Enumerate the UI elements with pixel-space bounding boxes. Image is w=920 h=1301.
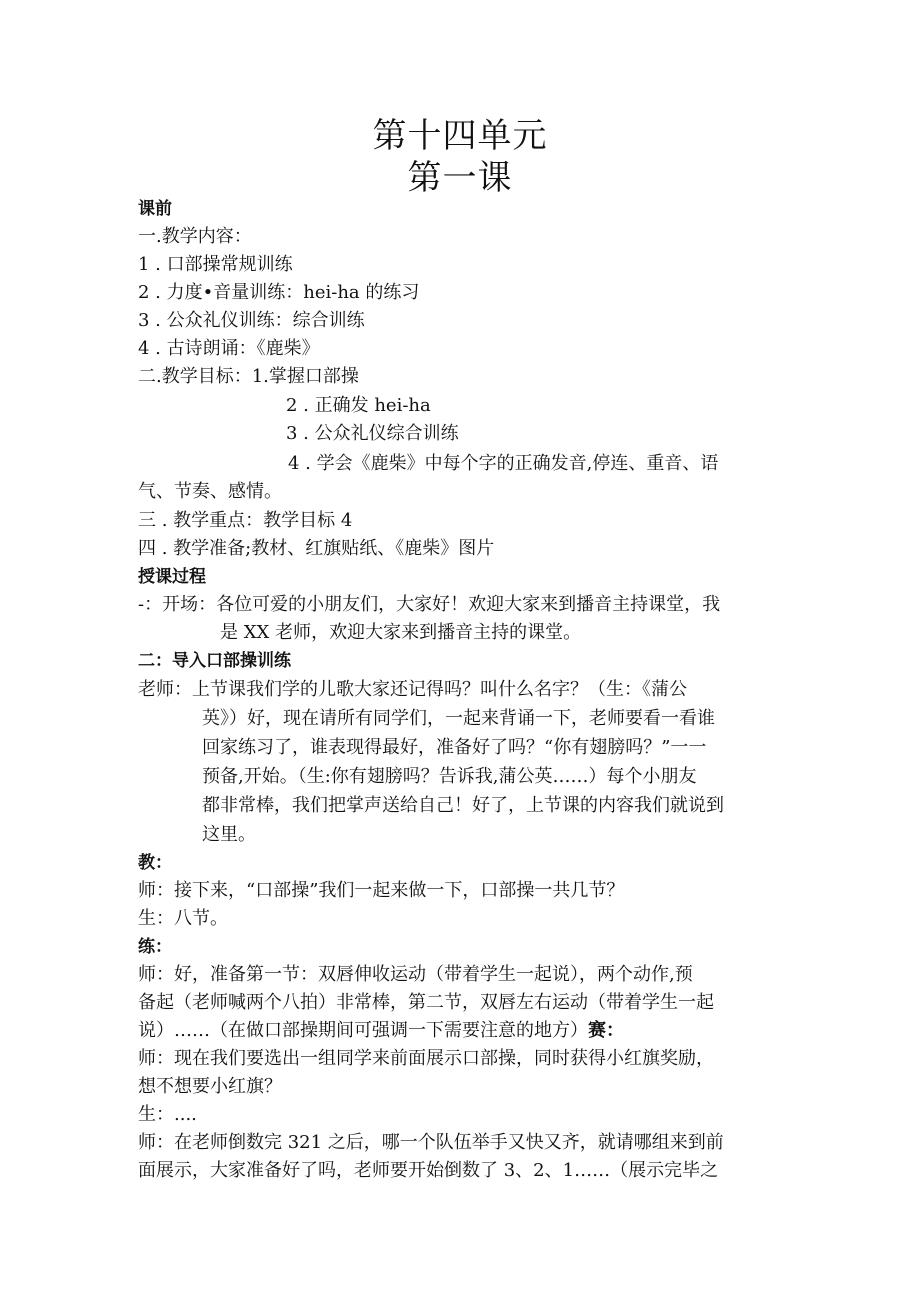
dialogue-line: 师：在老师倒数完 321 之后，哪一个队伍举手又快又齐，就请哪组来到前 xyxy=(138,1132,724,1153)
dialogue-line: 说）……（在做口部操期间可强调一下需要注意的地方） xyxy=(138,1020,588,1041)
dialogue-line: 想不想要小红旗？ xyxy=(138,1076,282,1097)
content-item: 1 . 口部操常规训练 xyxy=(138,254,293,275)
goals-heading: 二.教学目标：1.掌握口部操 xyxy=(138,366,359,387)
section-heading-before-class: 课前 xyxy=(138,199,172,219)
unit-title: 第十四单元 xyxy=(372,116,548,156)
goal-item: 4 . 学会《鹿柴》中每个字的正确发音,停连、重音、语 xyxy=(288,453,719,474)
dialogue-line: 师：接下来，“口部操”我们一起来做一下，口部操一共几节？ xyxy=(138,880,625,901)
teacher-line: 老师：上节课我们学的儿歌大家还记得吗？叫什么名字？（生：《蒲公 xyxy=(138,679,687,700)
teacher-line: 预备,开始。（生:你有翅膀吗？告诉我,蒲公英……）每个小朋友 xyxy=(202,766,697,787)
opening-line: -：开场：各位可爱的小朋友们，大家好！欢迎大家来到播音主持课堂，我 xyxy=(138,594,721,615)
content-item: 4 . 古诗朗诵：《鹿柴》 xyxy=(138,338,320,359)
dialogue-line: 面展示，大家准备好了吗，老师要开始倒数了 3、2、1……（展示完毕之 xyxy=(138,1160,719,1181)
teacher-line: 这里。 xyxy=(202,824,256,845)
dialogue-line: 师：好，准备第一节：双唇伸收运动（带着学生一起说），两个动作,预 xyxy=(138,964,693,985)
compete-label: 赛： xyxy=(588,1020,624,1041)
teacher-line: 英》）好，现在请所有同学们，一起来背诵一下，老师要看一看谁 xyxy=(202,708,715,729)
dialogue-line-with-label xyxy=(138,1018,624,1044)
dialogue-line: 师：现在我们要选出一组同学来前面展示口部操，同时获得小红旗奖励， xyxy=(138,1048,714,1069)
teaching-prep: 四 . 教学准备;教材、红旗贴纸、《鹿柴》图片 xyxy=(138,538,495,559)
dialogue-line: 生：.... xyxy=(138,1104,197,1125)
teach-label: 教： xyxy=(138,853,172,873)
goal-item-continuation: 气、节奏、感情。 xyxy=(138,481,282,502)
section-heading-process: 授课过程 xyxy=(138,567,206,587)
dialogue-line: 生：八节。 xyxy=(138,908,228,929)
content-heading: 一.教学内容： xyxy=(138,226,252,247)
intro-heading: 二：导入口部操训练 xyxy=(138,651,291,671)
lesson-title: 第一课 xyxy=(407,158,513,198)
practice-label: 练： xyxy=(138,937,172,957)
teacher-line: 回家练习了，谁表现得最好，准备好了吗？“你有翅膀吗？”一一 xyxy=(202,737,707,758)
content-item: 2 . 力度•音量训练：hei-ha 的练习 xyxy=(138,282,420,303)
teaching-focus: 三 . 教学重点：教学目标 4 xyxy=(138,510,353,531)
opening-line: 是 XX 老师，欢迎大家来到播音主持的课堂。 xyxy=(220,622,582,643)
goal-item: 2 . 正确发 hei-ha xyxy=(286,395,431,416)
teacher-line: 都非常棒，我们把掌声送给自己！好了，上节课的内容我们就说到 xyxy=(202,795,724,816)
dialogue-line: 备起（老师喊两个八拍）非常棒，第二节，双唇左右运动（带着学生一起 xyxy=(138,992,714,1013)
content-item: 3 . 公众礼仪训练：综合训练 xyxy=(138,310,365,331)
goal-item: 3 . 公众礼仪综合训练 xyxy=(286,423,459,444)
